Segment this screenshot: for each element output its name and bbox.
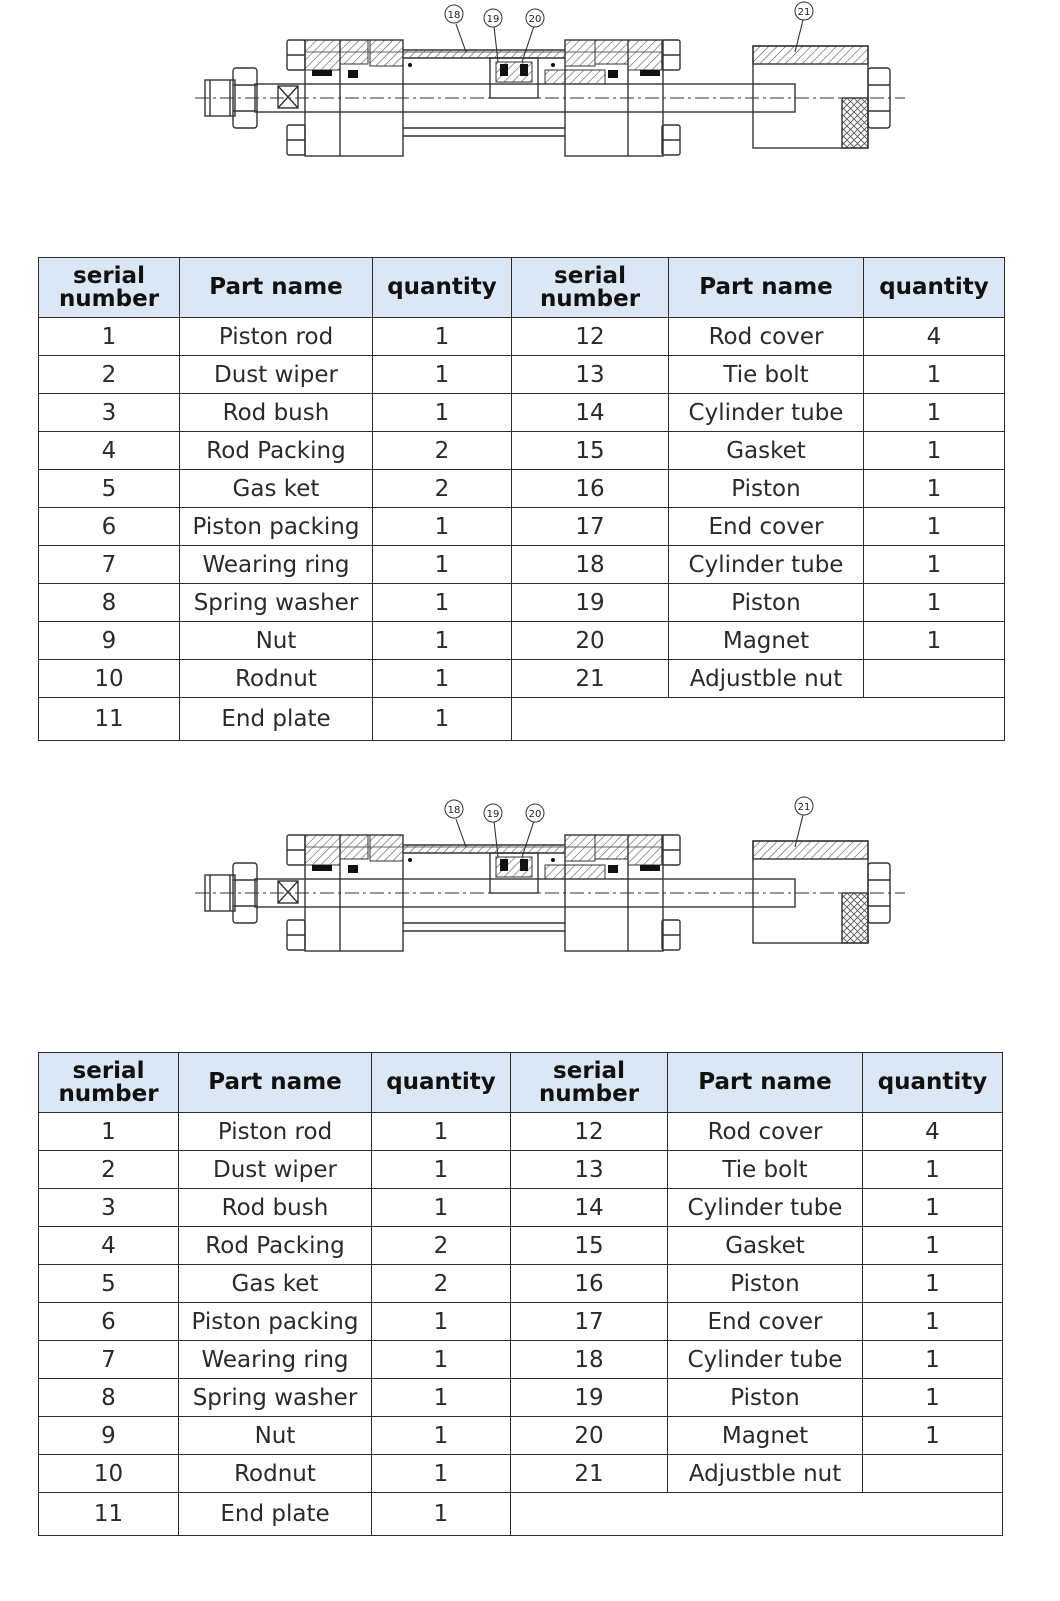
cell-part-name: Nut <box>179 1417 372 1455</box>
cell-serial: 18 <box>512 546 669 584</box>
table-row <box>39 698 1005 741</box>
cell-part-name: Wearing ring <box>179 1341 372 1379</box>
cell-part-name: Cylinder tube <box>669 546 864 584</box>
cell-serial: 15 <box>511 1227 668 1265</box>
cell-serial: 1 <box>39 1113 179 1151</box>
table-row <box>39 622 1005 660</box>
cell-part-name: Piston packing <box>179 1303 372 1341</box>
cell-quantity: 1 <box>373 318 512 356</box>
parts-table <box>38 257 1005 741</box>
cell-serial: 11 <box>39 1493 179 1536</box>
section-2 <box>0 795 1060 1601</box>
cell-part-name: Rod bush <box>179 1189 372 1227</box>
table-row <box>39 1189 1003 1227</box>
cell-quantity: 1 <box>372 1341 511 1379</box>
cell-part-name: Dust wiper <box>180 356 373 394</box>
cylinder-drawing <box>0 795 1060 995</box>
cell-quantity: 1 <box>373 546 512 584</box>
cell-serial: 13 <box>511 1151 668 1189</box>
cell-quantity: 1 <box>863 1265 1003 1303</box>
table-row <box>39 584 1005 622</box>
cell-quantity: 1 <box>863 1341 1003 1379</box>
header-row <box>39 258 1005 318</box>
cell-part-name: Piston <box>668 1379 863 1417</box>
table-row <box>39 470 1005 508</box>
cell-quantity: 1 <box>372 1189 511 1227</box>
table-row <box>39 394 1005 432</box>
cell-serial: 20 <box>511 1417 668 1455</box>
cell-serial: 3 <box>39 394 180 432</box>
cell-quantity: 1 <box>372 1303 511 1341</box>
cell-part-name: Piston packing <box>180 508 373 546</box>
cell-serial: 19 <box>512 584 669 622</box>
header-quantity: quantity <box>373 258 512 318</box>
callout-20: 20 <box>528 14 542 25</box>
cell-quantity: 1 <box>373 356 512 394</box>
cell-serial: 2 <box>39 1151 179 1189</box>
cell-part-name: Piston <box>669 584 864 622</box>
cell-quantity: 1 <box>863 1189 1003 1227</box>
cell-quantity: 4 <box>864 318 1005 356</box>
cell-serial: 9 <box>39 1417 179 1455</box>
cell-serial: 18 <box>511 1341 668 1379</box>
cell-part-name: Piston <box>668 1265 863 1303</box>
cell-serial: 14 <box>512 394 669 432</box>
cell-part-name: Rod cover <box>669 318 864 356</box>
cell-quantity: 1 <box>373 584 512 622</box>
cell-serial: 16 <box>512 470 669 508</box>
cell-quantity: 1 <box>373 660 512 698</box>
cell-serial: 7 <box>39 1341 179 1379</box>
callout-19: 19 <box>486 14 500 25</box>
cell-quantity: 1 <box>373 622 512 660</box>
table-row <box>39 356 1005 394</box>
cell-quantity <box>864 660 1005 698</box>
cell-quantity: 1 <box>373 698 512 741</box>
cell-part-name: Cylinder tube <box>669 394 864 432</box>
cell-serial: 12 <box>512 318 669 356</box>
cell-serial: 21 <box>512 660 669 698</box>
table-row <box>39 1455 1003 1493</box>
cell-part-name: Rodnut <box>179 1455 372 1493</box>
cell-part-name: Wearing ring <box>180 546 373 584</box>
cell-part-name: Rod Packing <box>180 432 373 470</box>
callout-21: 21 <box>797 802 811 813</box>
cell-serial: 14 <box>511 1189 668 1227</box>
cell-serial: 10 <box>39 660 180 698</box>
cell-quantity: 1 <box>864 546 1005 584</box>
cell-quantity: 1 <box>864 470 1005 508</box>
cell-serial: 19 <box>511 1379 668 1417</box>
cell-serial: 9 <box>39 622 180 660</box>
cylinder-drawing <box>0 0 1060 200</box>
cell-part-name: Rod cover <box>668 1113 863 1151</box>
cell-part-name: Piston <box>669 470 864 508</box>
header-part-name: Part name <box>668 1053 863 1113</box>
cell-serial: 4 <box>39 1227 179 1265</box>
cell-part-name: Adjustble nut <box>668 1455 863 1493</box>
empty-cell <box>512 698 1005 741</box>
cell-part-name: Tie bolt <box>669 356 864 394</box>
header-serial-number: serial number <box>512 258 669 318</box>
table-row <box>39 1417 1003 1455</box>
cell-serial: 20 <box>512 622 669 660</box>
table-row <box>39 1341 1003 1379</box>
cell-quantity: 1 <box>372 1417 511 1455</box>
cell-part-name: Spring washer <box>180 584 373 622</box>
cell-quantity: 1 <box>373 508 512 546</box>
cell-part-name: Cylinder tube <box>668 1341 863 1379</box>
header-quantity: quantity <box>372 1053 511 1113</box>
cell-quantity: 1 <box>372 1379 511 1417</box>
cell-part-name: Adjustble nut <box>669 660 864 698</box>
cell-serial: 5 <box>39 470 180 508</box>
cell-quantity: 2 <box>373 470 512 508</box>
cell-quantity: 1 <box>864 394 1005 432</box>
table-row <box>39 318 1005 356</box>
header-part-name: Part name <box>179 1053 372 1113</box>
table-row <box>39 1227 1003 1265</box>
callout-19: 19 <box>486 809 500 820</box>
cell-quantity: 1 <box>864 432 1005 470</box>
cell-part-name: Tie bolt <box>668 1151 863 1189</box>
cell-part-name: End plate <box>179 1493 372 1536</box>
cell-part-name: Piston rod <box>180 318 373 356</box>
cell-part-name: Magnet <box>669 622 864 660</box>
cell-part-name: End cover <box>669 508 864 546</box>
table-row <box>39 1151 1003 1189</box>
cell-serial: 2 <box>39 356 180 394</box>
cell-part-name: End cover <box>668 1303 863 1341</box>
cell-part-name: Piston rod <box>179 1113 372 1151</box>
cell-quantity: 1 <box>372 1151 511 1189</box>
cell-serial: 15 <box>512 432 669 470</box>
header-part-name: Part name <box>180 258 373 318</box>
cell-serial: 5 <box>39 1265 179 1303</box>
header-quantity: quantity <box>864 258 1005 318</box>
cell-part-name: End plate <box>180 698 373 741</box>
cell-serial: 7 <box>39 546 180 584</box>
cell-serial: 1 <box>39 318 180 356</box>
cell-part-name: Rod Packing <box>179 1227 372 1265</box>
cell-quantity: 1 <box>372 1455 511 1493</box>
cell-serial: 6 <box>39 508 180 546</box>
cell-quantity: 1 <box>864 584 1005 622</box>
callout-18: 18 <box>447 10 461 21</box>
cell-part-name: Gas ket <box>179 1265 372 1303</box>
cell-serial: 13 <box>512 356 669 394</box>
header-part-name: Part name <box>669 258 864 318</box>
cell-quantity: 1 <box>373 394 512 432</box>
table-row <box>39 546 1005 584</box>
cell-quantity: 1 <box>863 1151 1003 1189</box>
cell-quantity: 4 <box>863 1113 1003 1151</box>
cell-quantity: 1 <box>864 508 1005 546</box>
cell-part-name: Gas ket <box>180 470 373 508</box>
cell-part-name: Cylinder tube <box>668 1189 863 1227</box>
cell-serial: 21 <box>511 1455 668 1493</box>
cell-serial: 16 <box>511 1265 668 1303</box>
header-serial-number: serial number <box>39 1053 179 1113</box>
cell-quantity: 1 <box>863 1379 1003 1417</box>
cell-quantity: 1 <box>372 1493 511 1536</box>
table-row <box>39 1379 1003 1417</box>
cell-part-name: Spring washer <box>179 1379 372 1417</box>
cell-part-name: Rodnut <box>180 660 373 698</box>
callout-20: 20 <box>528 809 542 820</box>
cell-part-name: Nut <box>180 622 373 660</box>
table-row <box>39 432 1005 470</box>
cell-serial: 6 <box>39 1303 179 1341</box>
callout-18: 18 <box>447 805 461 816</box>
cell-serial: 11 <box>39 698 180 741</box>
cell-serial: 17 <box>512 508 669 546</box>
cell-serial: 12 <box>511 1113 668 1151</box>
table-row <box>39 1493 1003 1536</box>
cell-quantity: 1 <box>863 1417 1003 1455</box>
callout-21: 21 <box>797 7 811 18</box>
header-serial-number: serial number <box>39 258 180 318</box>
cell-serial: 3 <box>39 1189 179 1227</box>
cell-quantity: 2 <box>373 432 512 470</box>
cell-part-name: Gasket <box>668 1227 863 1265</box>
table-row <box>39 660 1005 698</box>
cell-serial: 4 <box>39 432 180 470</box>
parts-table <box>38 1052 1003 1536</box>
cell-quantity: 1 <box>864 622 1005 660</box>
table-row <box>39 508 1005 546</box>
cell-quantity: 1 <box>864 356 1005 394</box>
header-row <box>39 1053 1003 1113</box>
cell-part-name: Dust wiper <box>179 1151 372 1189</box>
cell-quantity: 2 <box>372 1265 511 1303</box>
cell-quantity: 1 <box>863 1303 1003 1341</box>
cell-serial: 17 <box>511 1303 668 1341</box>
cell-serial: 8 <box>39 584 180 622</box>
table-row <box>39 1113 1003 1151</box>
cell-serial: 10 <box>39 1455 179 1493</box>
table-row <box>39 1265 1003 1303</box>
cell-quantity: 2 <box>372 1227 511 1265</box>
header-quantity: quantity <box>863 1053 1003 1113</box>
cell-serial: 8 <box>39 1379 179 1417</box>
cell-quantity: 1 <box>863 1227 1003 1265</box>
cell-quantity: 1 <box>372 1113 511 1151</box>
cell-part-name: Gasket <box>669 432 864 470</box>
table-row <box>39 1303 1003 1341</box>
header-serial-number: serial number <box>511 1053 668 1113</box>
cell-part-name: Magnet <box>668 1417 863 1455</box>
cell-quantity <box>863 1455 1003 1493</box>
section-1 <box>0 0 1060 760</box>
cell-part-name: Rod bush <box>180 394 373 432</box>
empty-cell <box>511 1493 1003 1536</box>
